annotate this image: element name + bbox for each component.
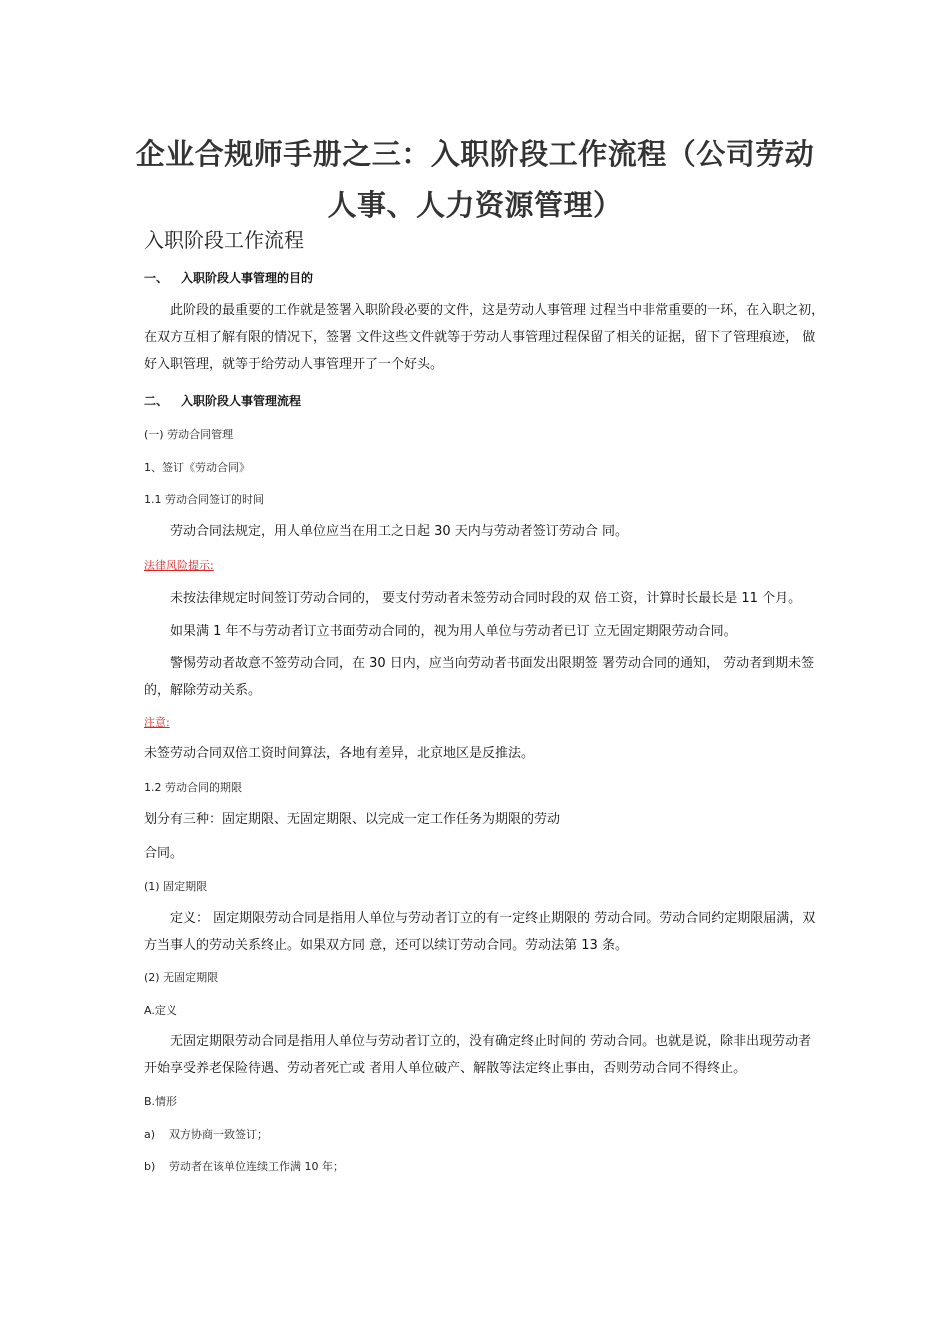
section-number: 一、	[144, 271, 169, 285]
subheading-sign-contract: 1、签订《劳动合同》	[144, 461, 250, 474]
paragraph-line: 在双方互相了解有限的情况下，签署 文件这些文件就等于劳动人事管理过程保留了相关的证据，留下了管理痕迹， 做	[144, 330, 816, 345]
paragraph-open-term-definition: 无固定期限劳动合同是指用人单位与劳动者订立的，没有确定终止时间的 劳动合同。也就是说，除非出现劳动者 开始享受养老保险待遇、劳动者死亡或 者用人单位破产、解散等法定终止事由，否则劳动合同不得终止。	[144, 1034, 812, 1076]
subheading-signing-time: 1.1 劳动合同签订的时间	[144, 493, 264, 506]
subheading-definition: A.定义	[144, 1004, 177, 1017]
subheading-contract-term: 1.2 劳动合同的期限	[144, 781, 242, 794]
paragraph-double-wage: 未签劳动合同双倍工资时间算法，各地有差异，北京地区是反推法。	[144, 746, 535, 761]
section-title: 入职阶段人事管理的目的	[181, 271, 314, 285]
document-title-line-1: 企业合规师手册之三：入职阶段工作流程（公司劳动	[135, 137, 815, 171]
paragraph-risk-1: 未按法律规定时间签订劳动合同的， 要支付劳动者未签劳动合同时段的双 倍工资，计算时长最长是 11 个月。	[170, 591, 802, 606]
subheading-fixed-term: (1) 固定期限	[144, 880, 208, 893]
attention-note-label: 注意:	[144, 716, 170, 729]
list-item: a) 双方协商一致签订；	[144, 1128, 268, 1141]
paragraph-risk-2: 如果满 1 年不与劳动者订立书面劳动合同的，视为用人单位与劳动者已订 立无固定期限劳动合同。	[170, 624, 737, 639]
paragraph-line: 此阶段的最重要的工作就是签署入职阶段必要的文件，这是劳动人事管理 过程当中非常重要的一环，在入职之初，	[170, 303, 825, 318]
paragraph-signing-rule: 劳动合同法规定，用人单位应当在用工之日起 30 天内与劳动者签订劳动合 同。	[170, 524, 628, 539]
paragraph-term-types-cont: 合同。	[144, 846, 184, 861]
paragraph-risk-3: 警惕劳动者故意不签劳动合同，在 30 日内，应当向劳动者书面发出限期签 署劳动合同的通知， 劳动者到期未签 的，解除劳动关系。	[144, 656, 815, 698]
section-heading-2	[144, 392, 301, 409]
paragraph-purpose	[144, 297, 825, 378]
document-title-line-2: 人事、人力资源管理）	[327, 188, 623, 222]
list-item: b) 劳动者在该单位连续工作满 10 年；	[144, 1160, 344, 1173]
subheading-open-term: (2) 无固定期限	[144, 971, 219, 984]
section-heading-1	[144, 269, 313, 286]
section-number: 二、	[144, 394, 169, 408]
section-title: 入职阶段人事管理流程	[181, 394, 302, 408]
paragraph-fixed-term-definition: 定义： 固定期限劳动合同是指用人单位与劳动者订立的有一定终止期限的 劳动合同。劳动合同约定期限届满，双 方当事人的劳动关系终止。如果双方同 意，还可以续订劳动合同。劳动法第 13 条。	[144, 911, 816, 953]
subheading-situations: B.情形	[144, 1095, 178, 1108]
paragraph-line: 好入职管理，就等于给劳动人事管理开了一个好头。	[144, 357, 444, 372]
paragraph-term-types: 划分有三种：固定期限、无固定期限、以完成一定工作任务为期限的劳动	[144, 812, 561, 827]
legal-risk-note-label: 法律风险提示:	[144, 559, 214, 572]
subheading-contract-management: (一) 劳动合同管理	[144, 428, 234, 441]
document-subtitle: 入职阶段工作流程	[144, 228, 304, 252]
